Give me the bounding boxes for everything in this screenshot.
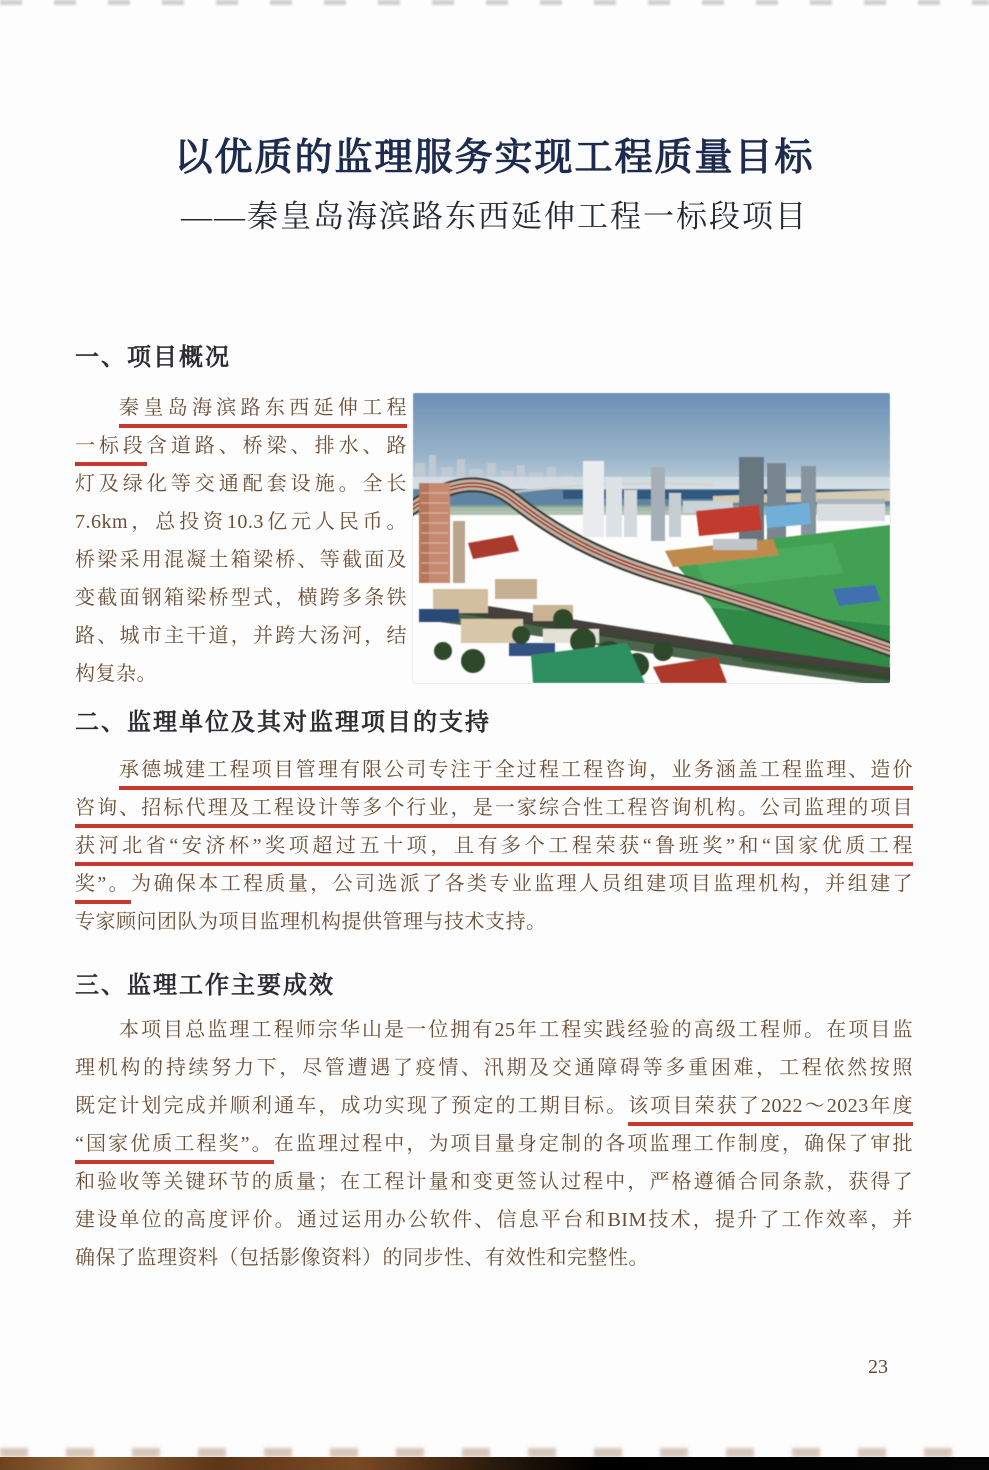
text-line: 理机构的持续努力下，尽管遭遇了疫情、汛期及交通障碍等多重困难，工程依然按照 [75, 1057, 913, 1079]
text-line: 路、城市主干道，并跨大汤河，结 [75, 625, 407, 647]
page-number: 23 [868, 1356, 888, 1378]
text-segment: 为确保本工程质量，公司选派了各类专业监理人员组建项目监理机构，并组建了 [131, 873, 913, 895]
underlined-text: 获河北省“安济杯”奖项超过五十项，且有多个工程荣获“鲁班奖”和“国家优质工程 [75, 835, 913, 866]
text-segment: 既定计划完成并顺利通车，成功实现了预定的工期目标。 [75, 1095, 629, 1117]
section1-heading: 一、项目概况 [75, 344, 231, 371]
page-title: 以优质的监理服务实现工程质量目标 [174, 137, 815, 179]
aerial-photo [413, 393, 890, 683]
text-line [75, 428, 407, 466]
text-line: 桥梁采用混凝土箱梁桥、等截面及 [75, 549, 407, 571]
text-line: 确保了监理资料（包括影像资料）的同步性、有效性和完整性。 [75, 1247, 649, 1269]
section3-paragraph [75, 1012, 913, 1278]
underlined-text: 该项目荣获了2022～2023年度 [628, 1095, 913, 1126]
page-subtitle: ——秦皇岛海滨路东西延伸工程一标段项目 [181, 199, 808, 234]
section3-heading: 三、监理工作主要成效 [75, 972, 335, 999]
text-line: 和验收等关键环节的质量；在工程计量和变更签认过程中，严格遵循合同条款，获得了 [75, 1171, 913, 1193]
underlined-text: 咨询、招标代理及工程设计等多个行业，是一家综合性工程咨询机构。公司监理的项目 [75, 797, 913, 828]
underlined-text: 承德城建工程项目管理有限公司专注于全过程工程咨询，业务涵盖工程监理、造价 [119, 759, 913, 790]
scan-specks [0, 1448, 989, 1457]
scan-edge-top [0, 0, 989, 5]
text-line [75, 1126, 913, 1164]
text-line: 建设单位的高度评价。通过运用办公软件、信息平台和BIM技术，提升了工作效率，并 [75, 1209, 913, 1231]
text-line [75, 790, 913, 828]
underlined-text: 一标段 [75, 435, 147, 466]
text-line: 7.6km，总投资10.3亿元人民币。 [75, 511, 407, 533]
underlined-text: 奖”。 [75, 873, 131, 904]
text-line: 灯及绿化等交通配套设施。全长 [75, 473, 407, 495]
text-line [75, 752, 913, 790]
section2-paragraph [75, 752, 913, 942]
text-line [75, 1088, 913, 1126]
text-segment: 含道路、桥梁、排水、路 [146, 435, 407, 457]
text-line: 变截面钢箱梁桥型式，横跨多条铁 [75, 587, 407, 609]
text-line: 专家顾问团队为项目监理机构提供管理与技术支持。 [75, 911, 547, 933]
underlined-text: 秦皇岛海滨路东西延伸工程 [119, 397, 407, 428]
text-line: 本项目总监理工程师宗华山是一位拥有25年工程实践经验的高级工程师。在项目监 [119, 1019, 913, 1041]
text-line: 构复杂。 [75, 663, 157, 685]
text-segment: 在监理过程中，为项目量身定制的各项监理工作制度，确保了审批 [273, 1133, 913, 1155]
text-line [75, 390, 407, 428]
section1-paragraph [75, 390, 407, 694]
aerial-photo-illustration [413, 393, 890, 683]
section2-heading: 二、监理单位及其对监理项目的支持 [75, 709, 491, 736]
scan-edge-bottom [0, 1457, 989, 1470]
text-line [75, 866, 913, 904]
blue-roof-hall [765, 503, 811, 528]
text-line [75, 828, 913, 866]
underlined-text: “国家优质工程奖”。 [75, 1133, 274, 1164]
